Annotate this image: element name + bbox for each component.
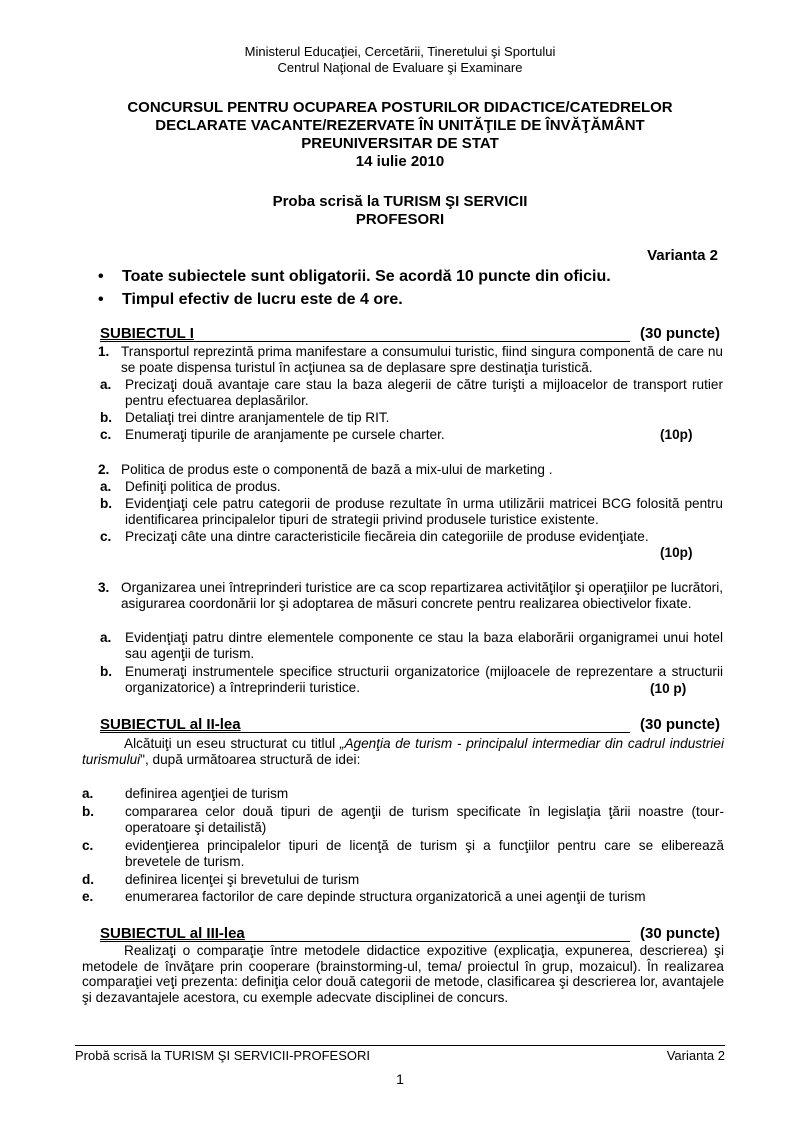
question-2b <box>100 496 723 527</box>
item-label: a. <box>82 786 94 801</box>
item-text: definirea agenţiei de turism <box>125 786 289 801</box>
subject-2-item <box>82 804 724 835</box>
item-label: c. <box>100 529 112 544</box>
question-1b <box>100 410 723 426</box>
question-2a <box>100 479 723 495</box>
subject-2-item <box>82 838 724 869</box>
instruction-item <box>98 290 718 310</box>
question-1a-text: Precizaţi două avantaje care stau la baza alegerii de către turişti a mijloacelor de transport rutier pentru efectuarea deplasărilor. <box>125 377 723 408</box>
question-2b-text: Evidenţiaţi cele patru categorii de produse rezultate în urma utilizării matricei BCG folosită pentru identificarea principalelor tipuri de strategii privind produsele turistice existente. <box>125 496 723 527</box>
question-1b-text: Detaliaţi trei dintre aranjamentele de tip RIT. <box>125 410 390 425</box>
item-label: b. <box>82 804 95 819</box>
subject-1-points: (30 puncte) <box>639 325 720 342</box>
subject-3-heading <box>100 925 720 943</box>
bullet-icon: • <box>98 291 104 308</box>
question-1a <box>100 377 723 408</box>
question-3-text: Organizarea unei întreprinderi turistice are ca scop repartizarea activităţilor şi operaţiilor pe lucrători, asigurarea coordonării lor şi adoptarea de măsuri concrete pentru realizarea obiectivelor fixate. <box>121 580 723 611</box>
item-label: a. <box>100 377 112 392</box>
question-number: 1. <box>98 344 110 359</box>
item-text: compararea celor două tipuri de agenţii de turism specificate în legislaţia ţării noastre (tour-operatoare şi detailistă) <box>125 804 724 835</box>
question-1-text: Transportul reprezintă prima manifestare a consumului turistic, fiind singura componentă de care nu se poate dispensa turistul în acţiunea sa de deplasare spre destinaţia turistică. <box>121 344 723 375</box>
instruction-text: Toate subiectele sunt obligatorii. Se acordă 10 puncte din oficiu. <box>122 268 611 285</box>
item-label: a. <box>100 630 112 645</box>
subject-1-title: SUBIECTUL I <box>100 325 194 342</box>
item-label: a. <box>100 479 112 494</box>
variant-label: Varianta 2 <box>647 247 718 264</box>
subject-2-heading <box>100 716 720 734</box>
question-3a <box>100 630 723 661</box>
item-label: b. <box>100 664 113 679</box>
item-label: b. <box>100 410 113 425</box>
subject-2-intro <box>82 736 724 767</box>
subject-2-item <box>82 786 724 802</box>
item-text: enumerarea factorilor de care depinde structura organizatorică a unei agenţii de turism <box>125 889 646 904</box>
intro-prefix: Alcătuiţi un eseu structurat cu titlul <box>124 736 340 751</box>
footer-exam-title: Probă scrisă la TURISM ŞI SERVICII-PROFESORI <box>75 1048 370 1063</box>
question-3 <box>98 580 723 611</box>
instruction-item <box>98 267 718 287</box>
footer-variant: Varianta 2 <box>666 1048 725 1063</box>
question-3b-text: Enumeraţi instrumentele specifice structurii organizatorice (mijloacele de reprezentare a structurii organizatorice) a întreprinderii turistice. <box>125 664 723 695</box>
subject-3-title: SUBIECTUL al III-lea <box>100 925 245 942</box>
item-label: c. <box>100 427 112 442</box>
question-number: 2. <box>98 462 110 477</box>
subject-3-text: Realizaţi o comparaţie între metodele didactice expozitive (explicaţia, expunerea, descrierea) şi metodele de învăţare prin cooperare (brainstorming-ul, tema/ proiectul în grup, mozaicul). În realizarea comparaţiei veţi prezenta: definiţia celor două categorii de metode, clasificarea şi descrierea lor, avantajele şi dezavantajele acestora, cu exemple adecvate disciplinei de concurs. <box>82 943 724 1005</box>
question-1-score: (10p) <box>660 427 693 442</box>
ministry-header: Ministerul Educaţiei, Cercetării, Tineretului şi Sportului <box>244 44 556 59</box>
item-label: e. <box>82 889 94 904</box>
question-3a-text: Evidenţiaţi patru dintre elementele componente ce stau la baza elaborării organigramei unui hotel sau agenţii de turism. <box>125 630 723 661</box>
title-line-2: DECLARATE VACANTE/REZERVATE ÎN UNITĂŢILE DE ÎNVĂŢĂMÂNT <box>155 117 645 134</box>
page-number: 1 <box>396 1071 404 1087</box>
intro-suffix: ", după următoarea structură de idei: <box>140 751 361 767</box>
item-label: b. <box>100 496 113 511</box>
question-3-score: (10 p) <box>650 681 687 696</box>
item-label: c. <box>82 838 94 853</box>
item-label: d. <box>82 872 95 887</box>
subject-2-item <box>82 872 724 888</box>
title-line-1: CONCURSUL PENTRU OCUPAREA POSTURILOR DIDACTICE/CATEDRELOR <box>127 99 673 116</box>
question-1c <box>100 427 723 443</box>
question-3b <box>100 664 723 695</box>
center-header: Centrul Naţional de Evaluare şi Examinare <box>277 60 523 75</box>
subject-3-points: (30 puncte) <box>639 925 720 942</box>
question-2 <box>98 462 723 478</box>
subject-2-title: SUBIECTUL al II-lea <box>100 716 241 733</box>
question-2c-text: Precizaţi câte una dintre caracteristicile fiecăreia din categoriile de produse evidenţiate. <box>125 529 649 544</box>
exam-subject: Proba scrisă la TURISM ŞI SERVICII <box>272 193 528 210</box>
question-1c-text: Enumeraţi tipurile de aranjamente pe cursele charter. <box>125 427 445 442</box>
question-2c <box>100 529 723 545</box>
essay-title: „Agenţia de turism - principalul intermediar din cadrul industriei turismului <box>82 736 725 767</box>
item-text: definirea licenţei şi brevetului de turism <box>125 872 360 887</box>
footer-divider <box>75 1045 725 1046</box>
bullet-icon: • <box>98 268 104 285</box>
exam-date: 14 iulie 2010 <box>355 153 445 170</box>
exam-audience: PROFESORI <box>355 211 445 228</box>
subject-2-points: (30 puncte) <box>639 716 720 733</box>
title-line-3: PREUNIVERSITAR DE STAT <box>301 135 499 152</box>
question-2-text: Politica de produs este o componentă de bază a mix-ului de marketing . <box>121 462 553 477</box>
question-1 <box>98 344 723 375</box>
instruction-text: Timpul efectiv de lucru este de 4 ore. <box>122 291 403 308</box>
question-number: 3. <box>98 580 110 595</box>
subject-2-item <box>82 889 724 905</box>
question-2a-text: Definiţi politica de produs. <box>125 479 281 494</box>
question-2-score: (10p) <box>660 545 693 560</box>
item-text: evidenţierea principalelor tipuri de licenţă de turism şi a funcţiilor pentru care se eliberează brevetele de turism. <box>125 838 724 869</box>
subject-1-heading <box>100 325 720 343</box>
